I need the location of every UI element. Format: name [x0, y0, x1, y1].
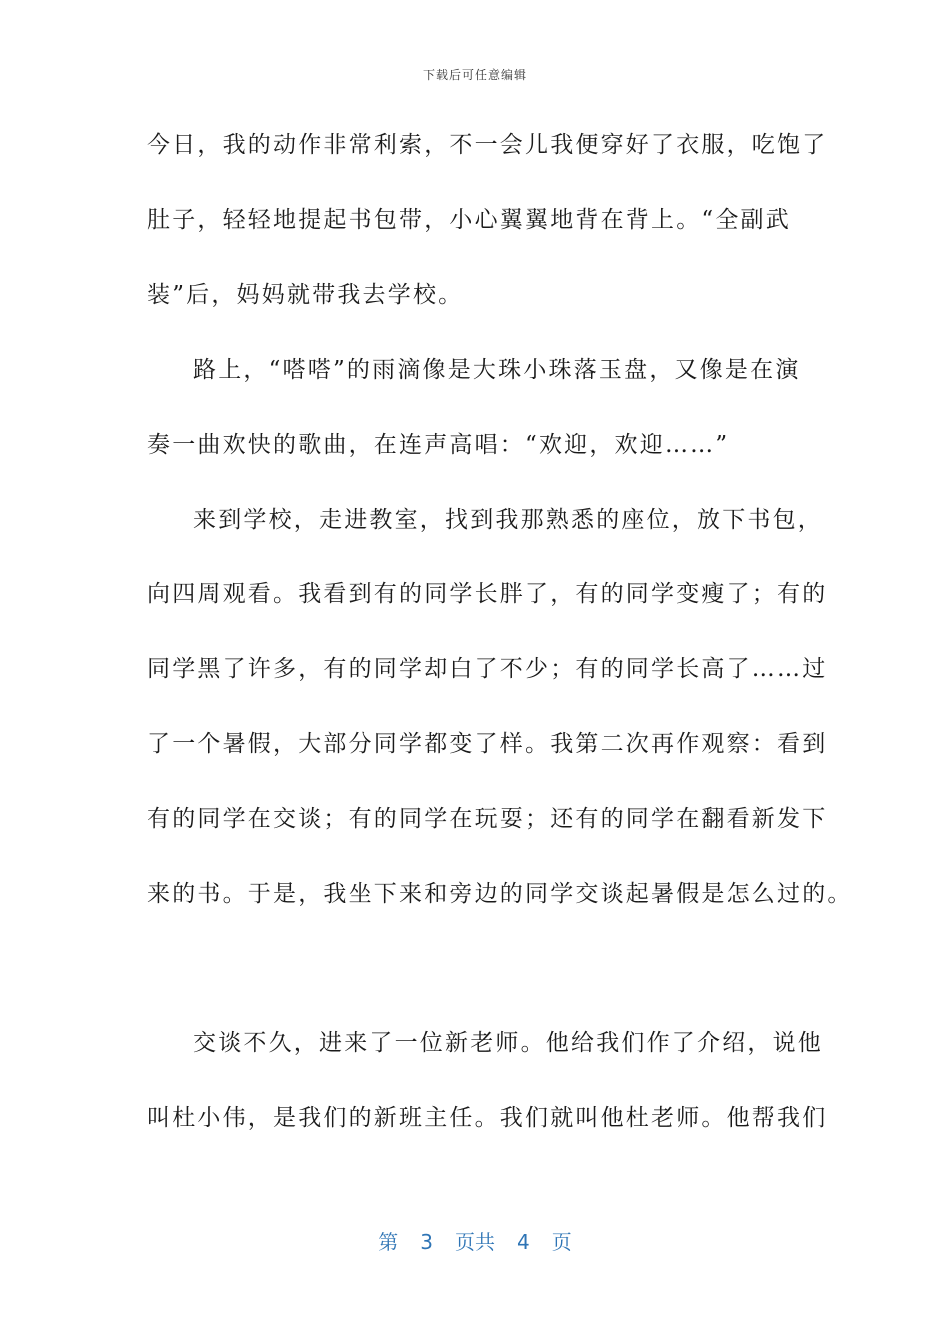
body-line: 叫杜小伟，是我们的新班主任。我们就叫他杜老师。他帮我们 — [147, 1105, 828, 1131]
body-line: 肚子，轻轻地提起书包带，小心翼翼地背在背上。“全副武 — [147, 207, 791, 233]
body-line: 有的同学在交谈；有的同学在玩耍；还有的同学在翻看新发下 — [147, 806, 828, 832]
body-line: 交谈不久，进来了一位新老师。他给我们作了介绍，说他 — [193, 1030, 823, 1056]
footer-total-pages: 4 — [517, 1230, 530, 1254]
body-line: 今日，我的动作非常利索，不一会儿我便穿好了衣服，吃饱了 — [147, 132, 828, 158]
body-line: 同学黑了许多，有的同学却白了不少；有的同学长高了……过 — [147, 656, 828, 682]
body-line: 来的书。于是，我坐下来和旁边的同学交谈起暑假是怎么过的。 — [147, 881, 853, 907]
footer-suffix: 页 — [551, 1230, 572, 1254]
body-line: 向四周观看。我看到有的同学长胖了，有的同学变瘦了；有的 — [147, 581, 828, 607]
footer-current-page: 3 — [420, 1230, 433, 1254]
page-footer — [0, 1226, 950, 1255]
body-line: 了一个暑假，大部分同学都变了样。我第二次再作观察：看到 — [147, 731, 828, 757]
body-line: 奏一曲欢快的歌曲，在连声高唱：“欢迎，欢迎……” — [147, 432, 730, 458]
page-header: 下载后可任意编辑 — [422, 68, 527, 82]
footer-middle: 页共 — [455, 1230, 495, 1254]
body-line: 路上，“嗒嗒”的雨滴像是大珠小珠落玉盘，又像是在演 — [193, 357, 801, 383]
body-line: 装”后，妈妈就带我去学校。 — [147, 282, 464, 308]
body-line: 来到学校，走进教室，找到我那熟悉的座位，放下书包， — [193, 507, 823, 533]
footer-prefix: 第 — [378, 1230, 399, 1254]
